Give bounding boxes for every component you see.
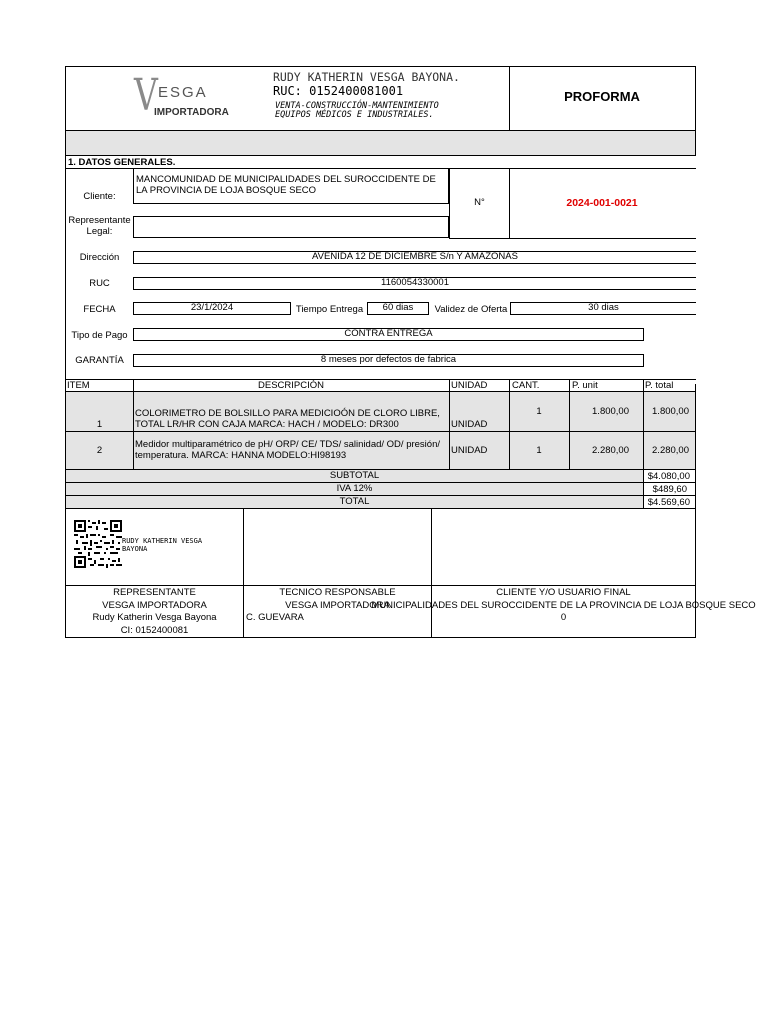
header-descripcion: DESCRIPCIÓN — [258, 380, 324, 391]
sig1-line4: CI: 0152400081 — [120, 625, 189, 636]
row1-unidad: UNIDAD — [451, 419, 488, 430]
doc-type-title: PROFORMA — [564, 89, 640, 104]
sig3-line1: CLIENTE Y/O USUARIO FINAL — [496, 587, 631, 598]
total-value: $4.569,60 — [647, 497, 690, 508]
row2-unidad: UNIDAD — [451, 445, 488, 456]
totals-line — [65, 508, 696, 509]
tiempo-label: Tiempo Entrega — [295, 304, 364, 315]
col-line — [449, 379, 450, 469]
sig2-line3: C. GUEVARA — [246, 612, 304, 623]
fecha-value: 23/1/2024 — [133, 302, 291, 315]
pago-label: Tipo de Pago — [71, 330, 128, 341]
row1-cant: 1 — [536, 406, 542, 417]
direccion-label: Dirección — [79, 252, 120, 263]
subtotal-value: $4.080,00 — [647, 471, 690, 482]
subtotal-label: SUBTOTAL — [329, 470, 380, 481]
garantia-label: GARANTÍA — [75, 355, 124, 366]
numero-value: 2024-001-0021 — [566, 197, 638, 209]
numero-label: N° — [474, 197, 485, 208]
row2-desc: Medidor multiparamétrico de pH/ ORP/ CE/ TDS/ salinidad/ OD/ presión/ temperatura. MARCA: HANNA MODELO:HI98193 — [135, 439, 440, 461]
sig2-line1: TECNICO RESPONSABLE — [279, 587, 396, 598]
header-ptotal: P. total — [645, 380, 674, 391]
tagline-1: VENTA-CONSTRUCCIÓN-MANTENIMIENTO — [275, 101, 439, 111]
direccion-value: AVENIDA 12 DE DICIEMBRE S/n Y AMAZONAS — [133, 251, 696, 264]
owner-name: RUDY KATHERIN VESGA BAYONA. — [273, 70, 460, 84]
sig3-line2-wrap — [371, 600, 756, 612]
row1-desc: COLORIMETRO DE BOLSILLO PARA MEDICIOÓN DE CLORO LIBRE, TOTAL LR/HR CON CAJA MARCA: HACH / MODELO: DR300 — [135, 408, 440, 430]
fecha-label: FECHA — [83, 304, 116, 315]
header-unidad: UNIDAD — [451, 380, 488, 391]
row1-punit: 1.800,00 — [592, 406, 629, 417]
cliente-value: MANCOMUNIDAD DE MUNICIPALIDADES DEL SUROCCIDENTE DE LA PROVINCIA DE LOJA BOSQUE SECO — [133, 168, 449, 204]
logo — [134, 70, 244, 124]
total-label: TOTAL — [339, 496, 370, 507]
col-line — [133, 379, 134, 469]
tagline-2: EQUIPOS MÉDICOS E INDUSTRIALES. — [275, 110, 434, 120]
iva-value: $489,60 — [652, 484, 687, 495]
row2-cant: 1 — [536, 445, 542, 456]
signer-name-1: RUDY KATHERIN VESGA — [122, 537, 203, 545]
representante-label: Representante Legal: — [68, 215, 131, 237]
logo-bottom-text: IMPORTADORA — [154, 107, 229, 118]
validez-label: Validez de Oferta — [434, 304, 508, 315]
header-cant: CANT. — [512, 380, 540, 391]
row2-item: 2 — [96, 445, 103, 456]
header-punit: P. unit — [572, 380, 598, 391]
ruc-value: 1160054330001 — [133, 277, 696, 290]
row-divider — [65, 431, 696, 432]
sig-col-line — [243, 508, 244, 638]
header-item: ITEM — [67, 380, 90, 391]
cliente-label: Cliente: — [83, 191, 116, 202]
gray-band — [65, 130, 696, 156]
pago-value: CONTRA ENTREGA — [133, 328, 644, 341]
ruc-label: RUC — [89, 278, 110, 289]
logo-top-text: ESGA — [158, 84, 208, 101]
tiempo-value: 60 dias — [367, 302, 429, 315]
garantia-value: 8 meses por defectos de fabrica — [133, 354, 644, 367]
sig3-line2: MUNICIPALIDADES DEL SUROCCIDENTE DE LA PROVINCIA DE LOJA BOSQUE SECO — [371, 600, 756, 611]
row1-ptotal: 1.800,00 — [652, 406, 689, 417]
sig1-line3: Rudy Katherin Vesga Bayona — [92, 612, 217, 623]
qr-code-signature — [74, 520, 122, 568]
ruc-line: RUC: 0152400081001 — [273, 84, 404, 98]
sig1-line2: VESGA IMPORTADORA — [102, 600, 207, 611]
signer-name-2: BAYONA — [122, 545, 148, 553]
sig-divider — [65, 585, 696, 586]
iva-label: IVA 12% — [336, 483, 373, 494]
sig2-line2: VESGA IMPORTADORA — [285, 600, 390, 611]
validez-value: 30 dias — [510, 302, 696, 315]
section-title: 1. DATOS GENERALES. — [68, 157, 176, 168]
sig3-line3: 0 — [560, 612, 567, 623]
row2-punit: 2.280,00 — [592, 445, 629, 456]
sig1-line1: REPRESENTANTE — [113, 587, 196, 598]
row2-ptotal: 2.280,00 — [652, 445, 689, 456]
row1-item: 1 — [96, 419, 103, 430]
representante-value[interactable] — [133, 216, 449, 238]
logo-letter: V — [134, 70, 158, 121]
